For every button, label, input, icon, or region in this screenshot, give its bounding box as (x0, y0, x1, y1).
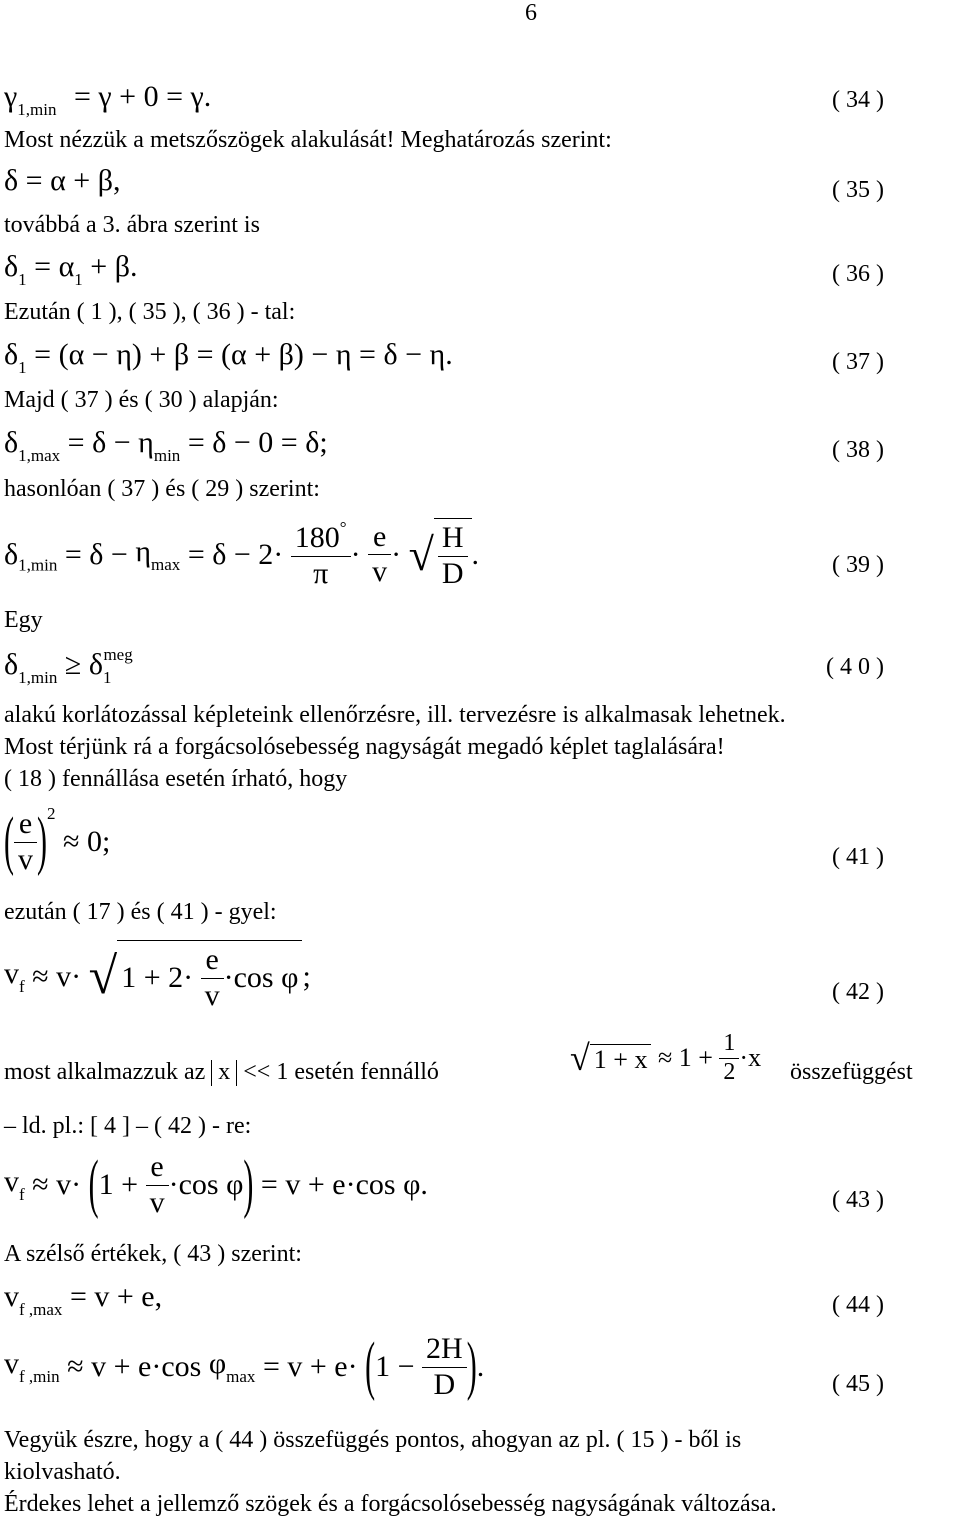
equation-45: $v_{f ,min} \approx v + e\cdot\cos$ $\varphi_{max} = v + e\cdot (1$ − $\frac{2H}{D}$ ). (4, 1329, 485, 1403)
equation-number-35: ( 35 ) (832, 177, 884, 203)
equation-number-43: ( 43 ) (832, 1187, 884, 1213)
equation-41: ( $\frac{e}{v}$ )$^2$ ≈ 0; (4, 804, 111, 878)
equation-38: $\delta_{1,max} = \delta - \eta_{min} = \delta - 0 = \delta$; (4, 426, 328, 465)
equation-39: $\delta_{1,min} = \delta - \eta_{max} = \delta - 2\cdot$ $\frac{180^\circ}{\pi}$ · $\frac{e}{v}$ · √ $\frac{H}{D}$ . (4, 518, 480, 590)
equation-40: $\delta_{1,min} \ge \delta_1^{meg}$ (4, 645, 133, 687)
text-line: összefüggést (790, 1059, 913, 1085)
text-line: Érdekes lehet a jellemző szögek és a forgácsolósebesség nagyságának változása. (4, 1491, 777, 1517)
equation-43: $v_f \approx v\cdot (1$ + $\frac{e}{v}$ ·cos φ) = v + e·cos φ. (4, 1147, 428, 1221)
text-line: Egy (4, 607, 43, 633)
text-line: ezután ( 17 ) és ( 41 ) - gyel: (4, 899, 277, 925)
inline-sqrt-approximation: √ 1 + x ≈ 1 + $\frac{1}{2}$ ·x (570, 1030, 762, 1085)
equation-number-40: ( 4 0 ) (826, 654, 884, 680)
text-line: Most térjünk rá a forgácsolósebesség nagyságát megadó képlet taglalására! (4, 734, 725, 760)
equation-number-38: ( 38 ) (832, 437, 884, 463)
page-number: 6 (525, 0, 537, 26)
equation-number-41: ( 41 ) (832, 844, 884, 870)
equation-34: $\gamma_{1,min} = \gamma + 0 = \gamma$. (4, 80, 212, 119)
equation-number-36: ( 36 ) (832, 261, 884, 287)
equation-number-45: ( 45 ) (832, 1371, 884, 1397)
text-line: – ld. pl.: [ 4 ] – ( 42 ) - re: (4, 1113, 252, 1139)
text-line: alakú korlátozással képleteink ellenőrzésre, ill. tervezésre is alkalmasak lehetnek. (4, 702, 786, 728)
equation-number-44: ( 44 ) (832, 1292, 884, 1318)
equation-35: δ = α + β, (4, 164, 121, 197)
text-line: Most nézzük a metszőszögek alakulását! Meghatározás szerint: (4, 127, 612, 153)
text-line: A szélső értékek, ( 43 ) szerint: (4, 1241, 302, 1267)
text-line: most alkalmazzuk az x << 1 esetén fennálló (4, 1059, 439, 1085)
text-line: Majd ( 37 ) és ( 30 ) alapján: (4, 387, 279, 413)
text-line: ( 18 ) fennállása esetén írható, hogy (4, 766, 348, 792)
text-line: Vegyük észre, hogy a ( 44 ) összefüggés pontos, ahogyan az pl. ( 15 ) - ből is (4, 1427, 742, 1453)
equation-42: $v_f \approx v\cdot$ √ 1 + 2· $\frac{e}{v}$ ·cos φ ; (4, 940, 311, 1013)
equation-number-34: ( 34 ) (832, 87, 884, 113)
equation-37: $\delta_1 = (\alpha - \eta) + \beta = (\alpha + \beta) - \eta = \delta - \eta$. (4, 338, 453, 377)
text-line: hasonlóan ( 37 ) és ( 29 ) szerint: (4, 476, 320, 502)
equation-number-39: ( 39 ) (832, 552, 884, 578)
equation-36: $\delta_1 = \alpha_1 + \beta$. (4, 250, 138, 289)
equation-number-42: ( 42 ) (832, 979, 884, 1005)
equation-44: $v_{f ,max} = v + e$, (4, 1280, 163, 1319)
text-line: Ezután ( 1 ), ( 35 ), ( 36 ) - tal: (4, 299, 296, 325)
equation-number-37: ( 37 ) (832, 349, 884, 375)
text-line: kiolvasható. (4, 1459, 121, 1485)
text-line: továbbá a 3. ábra szerint is (4, 212, 260, 238)
